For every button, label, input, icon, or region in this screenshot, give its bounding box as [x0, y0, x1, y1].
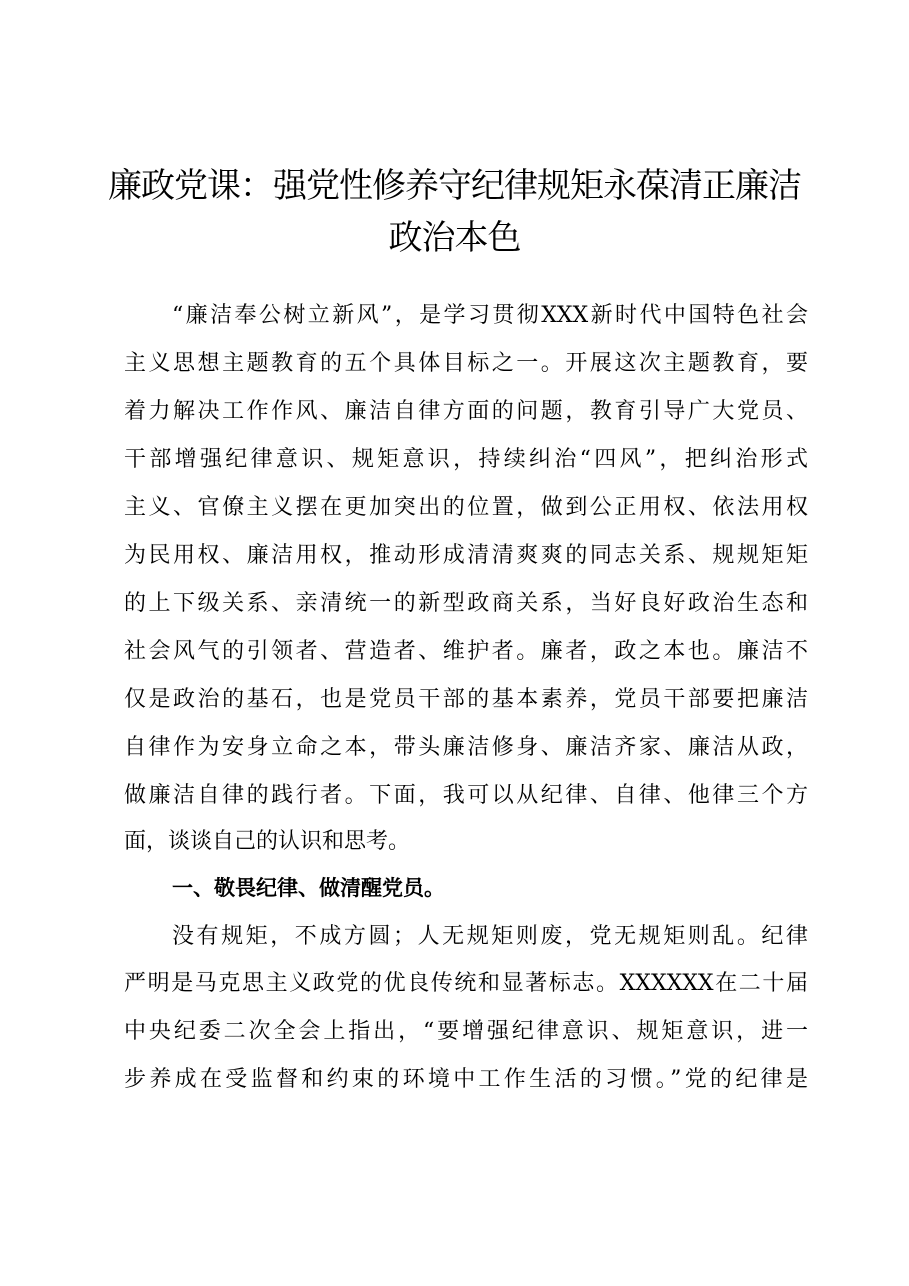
paragraph-2-line: 步养成在受监督和约束的环境中工作生活的习惯。”党的纪律是 [124, 1067, 808, 1092]
paragraph-1-line: 主义、官僚主义摆在更加突出的位置，做到公正用权、依法用权 [124, 495, 808, 520]
paragraph-1-line: 着力解决工作作风、廉洁自律方面的问题，教育引导广大党员、 [124, 399, 808, 424]
paragraph-2-line: 没有规矩，不成方圆；人无规矩则废，党无规矩则乱。纪律 [172, 924, 808, 949]
paragraph-1-line: 为民用权、廉洁用权，推动形成清清爽爽的同志关系、规规矩矩 [124, 543, 808, 568]
paragraph-1-line: “廉洁奉公树立新风”，是学习贯彻XXX新时代中国特色社会 [172, 303, 808, 328]
title-line-1: 廉政党课：强党性修养守纪律规矩永葆清正廉洁 [108, 166, 801, 206]
document-title [100, 160, 809, 264]
paragraph-2-line: 中央纪委二次全会上指出，“要增强纪律意识、规矩意识，进一 [124, 1019, 808, 1044]
paragraph-1-line: 主义思想主题教育的五个具体目标之一。开展这次主题教育，要 [124, 351, 808, 376]
paragraph-1-line: 干部增强纪律意识、规矩意识，持续纠治“四风”，把纠治形式 [124, 447, 808, 472]
title-line-2: 政治本色 [388, 218, 521, 258]
paragraph-1-line: 社会风气的引领者、营造者、维护者。廉者，政之本也。廉洁不 [124, 639, 808, 664]
paragraph-1-line: 仅是政治的基石，也是党员干部的基本素养，党员干部要把廉洁 [124, 687, 808, 712]
paragraph-2-line: 严明是马克思主义政党的优良传统和显著标志。XXXXXX在二十届 [124, 971, 808, 996]
section-heading: 一、敬畏纪律、做清醒党员。 [172, 876, 445, 900]
paragraph-1-line: 自律作为安身立命之本，带头廉洁修身、廉洁齐家、廉洁从政， [124, 735, 808, 760]
paragraph-1-line: 的上下级关系、亲清统一的新型政商关系，当好良好政治生态和 [124, 591, 808, 616]
paragraph-1-line: 做廉洁自律的践行者。下面，我可以从纪律、自律、他律三个方 [124, 783, 808, 808]
paragraph-1-line: 面，谈谈自己的认识和思考。 [124, 829, 411, 854]
